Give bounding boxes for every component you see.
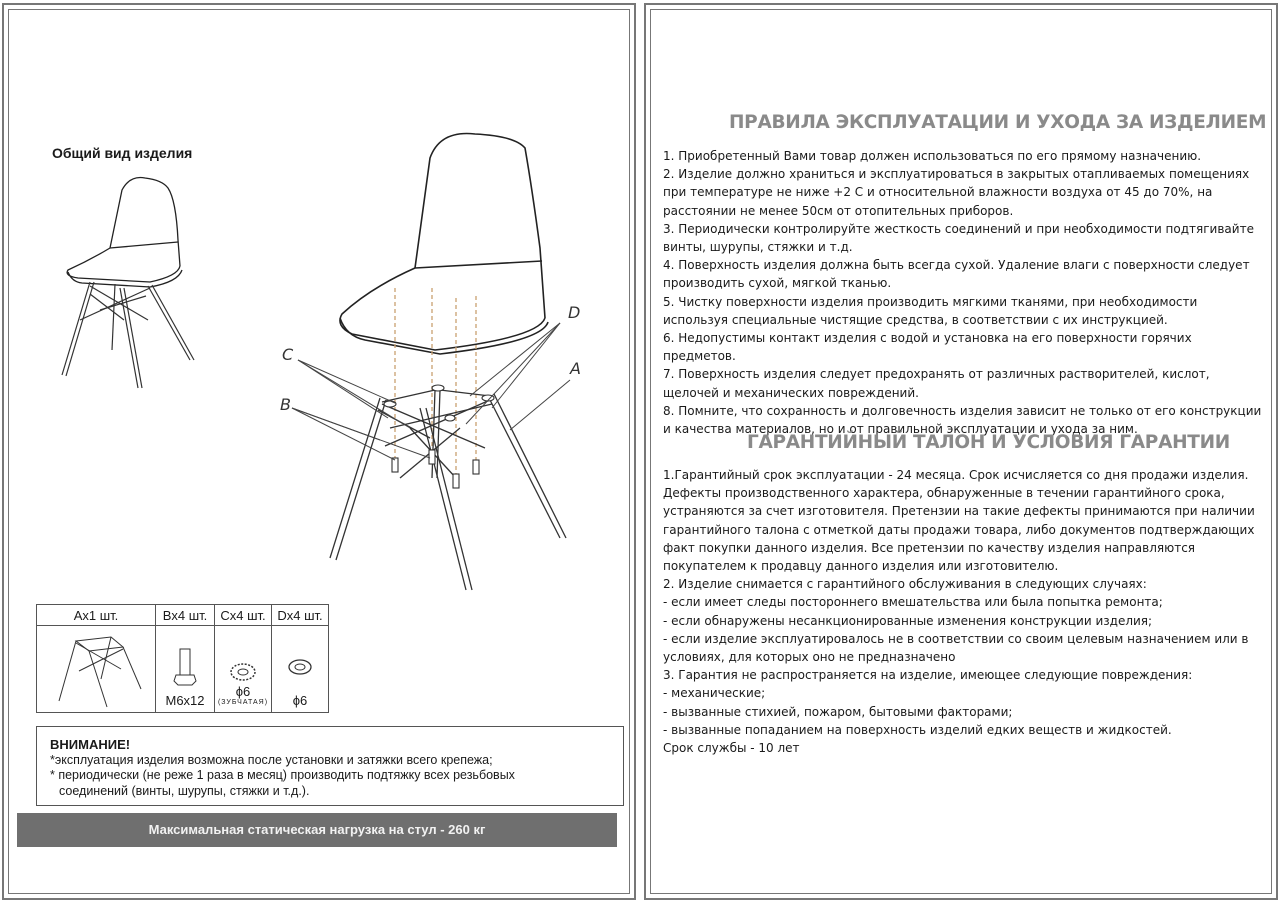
rule-item: 2. Изделие должно храниться и эксплуатироваться в закрытых отапливаемых помещениях при температуре не ниже +2 С и относительной влажности воздуха от 45 до 70%, на расстоянии не менее 50см от отопительных приборов. [663, 167, 1250, 218]
warning-line-1: *эксплуатация изделия возможна после установки и затяжки всего крепежа; [50, 752, 493, 767]
rule-item: 5. Чистку поверхности изделия производить мягкими тканями, при необходимости используя специальные чистящие средства, в соответствии с их инструкцией. [663, 294, 1198, 327]
rule-item: 7. Поверхность изделия следует предохранять от различных растворителей, кислот, щелочей и механических повреждений. [663, 367, 1210, 400]
rule-item: 4. Поверхность изделия должна быть всегда сухой. Удаление влаги с поверхности следует производить сухой, мягкой тканью. [663, 258, 1250, 291]
part-c-cell [215, 626, 272, 713]
part-b-cell [156, 626, 215, 713]
warranty-item: - если обнаружены несанкционированные изменения конструкции изделия; [663, 613, 1153, 628]
parts-header-d: Dx4 шт. [272, 605, 329, 626]
rule-item: 6. Недопустимы контакт изделия с водой и установка на его поверхности горячих предметов. [663, 331, 1192, 364]
warranty-item: - вызванные попаданием на поверхность изделий едких веществ и жидкостей. [663, 722, 1172, 737]
warning-line-3: соединений (винты, шурупы, стяжки и т.д.). [59, 783, 310, 798]
part-d-label: ϕ6 [292, 693, 308, 708]
chair-assembly-illustration [270, 128, 610, 598]
warning-line-2: * периодически (не реже 1 раза в месяц) производить подтяжку всех резьбовых [50, 768, 515, 782]
parts-header-b: Bx4 шт. [156, 605, 215, 626]
base-frame-icon [41, 629, 151, 709]
max-load-banner: Максимальная статическая нагрузка на стул - 260 кг [17, 813, 617, 847]
parts-header-c: Cx4 шт. [215, 605, 272, 626]
warranty-item: 2. Изделие снимается с гарантийного обслуживания в следующих случаях: [663, 577, 1147, 592]
rules-list [663, 147, 1263, 438]
washer-icon [285, 655, 315, 679]
callout-b: B [280, 395, 291, 414]
warranty-item: - если имеет следы постороннего вмешательства или была попытка ремонта; [663, 595, 1163, 610]
parts-table [36, 604, 329, 713]
callout-a: A [570, 359, 581, 378]
callout-d: D [568, 303, 581, 322]
part-d-cell [272, 626, 329, 713]
toothed-washer-icon [228, 660, 258, 684]
warranty-item: - механические; [663, 686, 766, 701]
parts-header-a: Ax1 шт. [37, 605, 156, 626]
warning-box [36, 726, 624, 806]
part-a-cell [37, 626, 156, 713]
warranty-item: - вызванные стихией, пожаром, бытовыми факторами; [663, 704, 1013, 719]
warranty-item: Срок службы - 10 лет [663, 741, 800, 756]
chair-overview-illustration [50, 170, 210, 390]
overview-label: Общий вид изделия [52, 145, 193, 161]
rule-item: 8. Помните, что сохранность и долговечность изделия зависит не только от его конструкции и качества материалов, но и от правильной эксплуатации и ухода за ним. [663, 403, 1262, 437]
part-b-label: M6x12 [165, 693, 205, 708]
callout-c: C [282, 345, 294, 364]
warranty-title: ГАРАНТИЙНЫЙ ТАЛОН И УСЛОВИЯ ГАРАНТИИ [747, 432, 1230, 453]
warranty-item: - если изделие эксплуатировалось не в соответствии со своим целевым назначением или в условиях, для которых оно не предназначено [663, 631, 1249, 665]
rule-item: 1. Приобретенный Вами товар должен использоваться по его прямому назначению. [663, 149, 1202, 163]
rules-title: ПРАВИЛА ЭКСПЛУАТАЦИИ И УХОДА ЗА ИЗДЕЛИЕМ [729, 112, 1267, 133]
rule-item: 3. Периодически контролируйте жесткость соединений и при необходимости подтягивайте винты, шурупы, стяжки и т.д. [663, 221, 1254, 255]
part-c-sub: (ЗУБЧАТАЯ) [217, 699, 269, 706]
bolt-icon [170, 647, 200, 693]
warranty-item: 3. Гарантия не распространяется на изделие, имеющее следующие повреждения: [663, 668, 1193, 683]
warning-title: ВНИМАНИЕ! [50, 737, 131, 752]
warranty-list [663, 466, 1263, 757]
warranty-item: 1.Гарантийный срок эксплуатации - 24 месяца. Срок исчисляется со дня продажи изделия. Дефекты производственного характера, обнаруженные в течении гарантийного срока, устраняются за счет изготовителя. Претензии на такие дефекты принимаются при наличии гарантийного талона с отметкой даты продажи товара, либо документов подтверждающих факт покупки данного изделия. Все претензии по качеству изделия направляются покупателем к продавцу данного изделия или изготовителю. [663, 468, 1255, 574]
part-c-label: ϕ6 [235, 684, 251, 699]
